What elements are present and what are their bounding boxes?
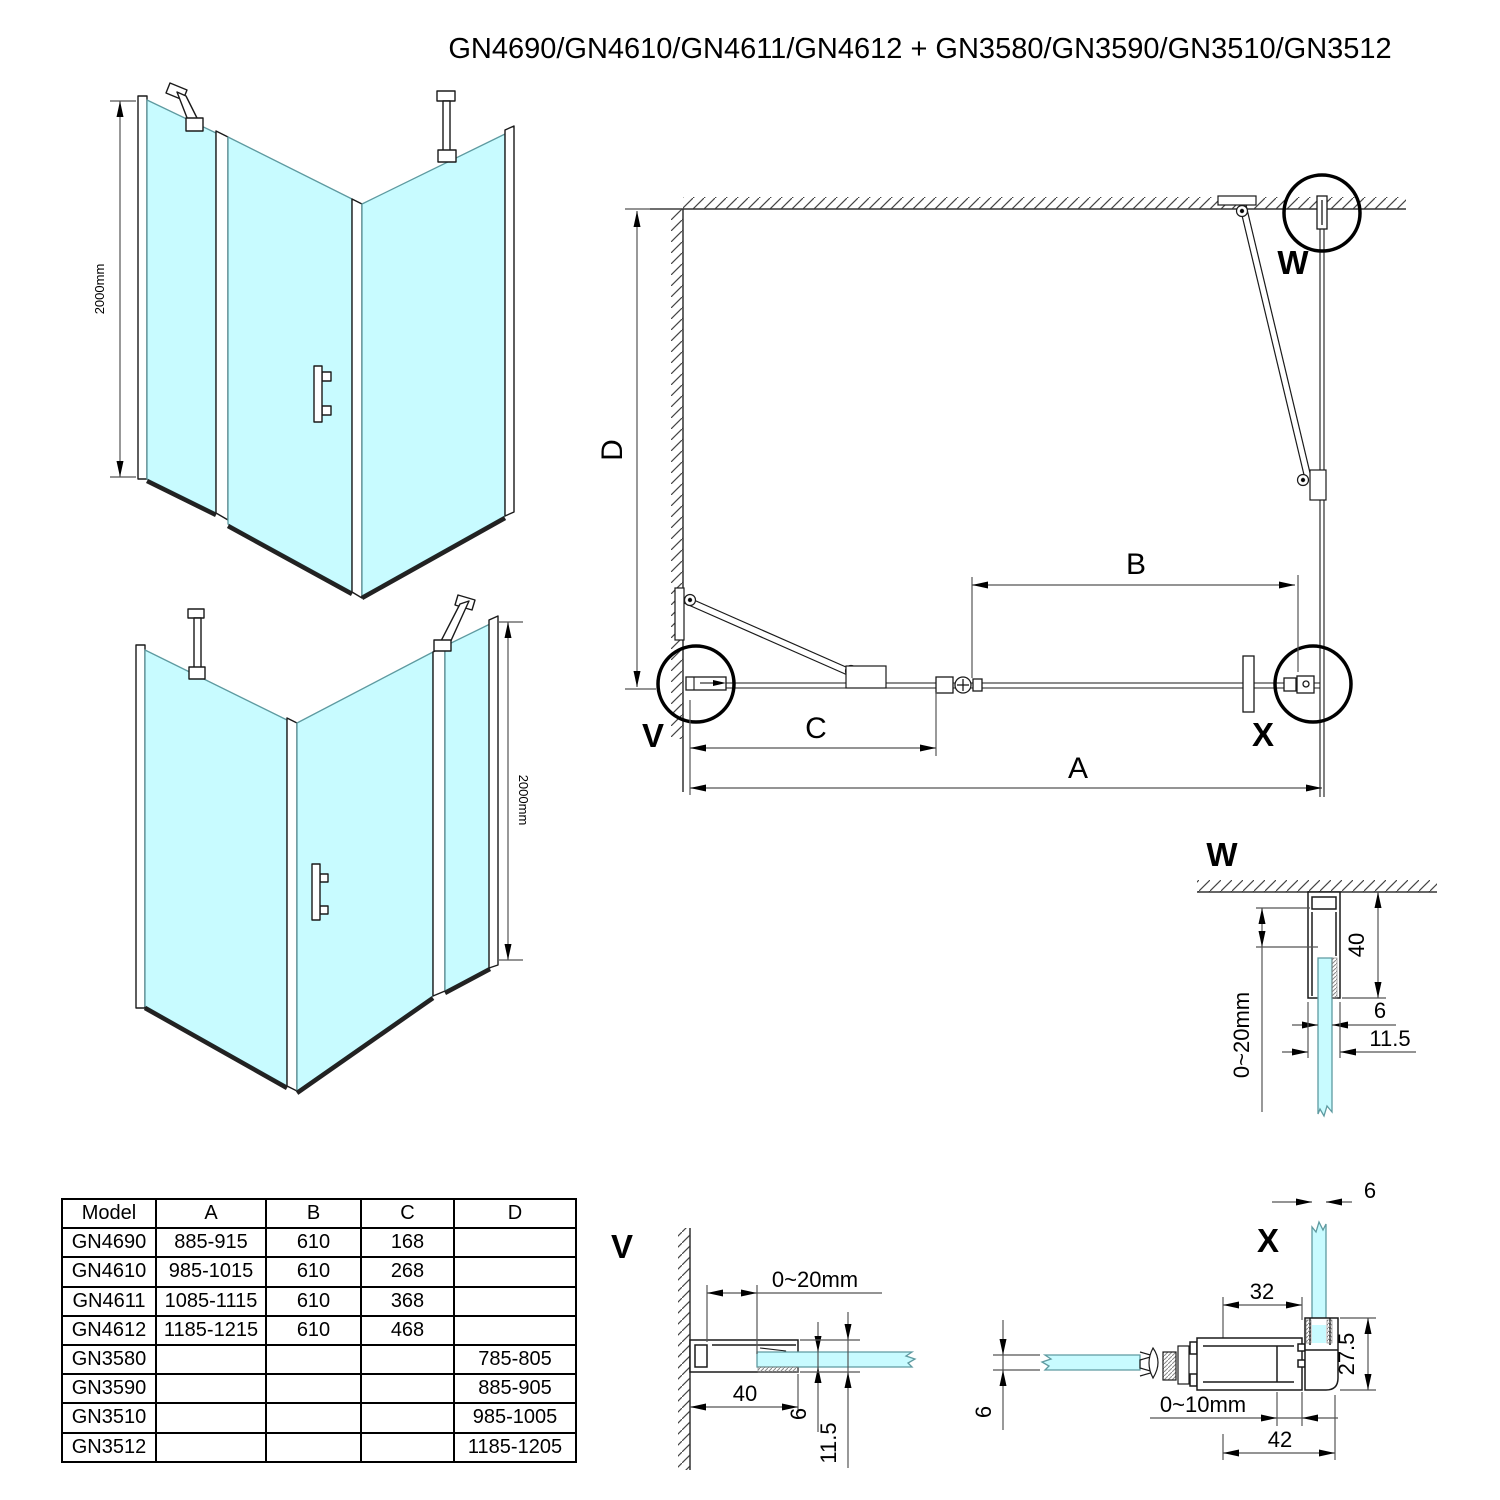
cell-b: 610	[266, 1257, 361, 1286]
plan-support-bar-left	[675, 588, 886, 688]
cell-model: GN4612	[62, 1316, 156, 1345]
cell-a: 885-915	[156, 1228, 266, 1257]
cell-model: GN3580	[62, 1345, 156, 1374]
cell-b	[266, 1433, 361, 1462]
cell-b	[266, 1374, 361, 1403]
detail-v-glass	[757, 1352, 915, 1367]
detail-x-dim-glass-top-label: 6	[1363, 1178, 1377, 1203]
cell-d: 1185-1205	[454, 1433, 576, 1462]
spec-table	[61, 1198, 577, 1463]
cell-c	[361, 1403, 454, 1432]
detail-x-seal	[1140, 1346, 1189, 1384]
iso1-corner-post	[352, 199, 362, 598]
table-header-a: A	[156, 1199, 266, 1228]
detail-v-dim-glass-label: 6	[786, 1407, 811, 1421]
cell-d	[454, 1316, 576, 1345]
iso2-wall-profile	[489, 616, 498, 968]
table-row	[62, 1287, 576, 1316]
cell-a	[156, 1345, 266, 1374]
cell-a: 1085-1115	[156, 1287, 266, 1316]
iso2-hinge-profile	[433, 646, 445, 996]
cell-c: 168	[361, 1228, 454, 1257]
detail-v-dim-gap-label: 0~20mm	[771, 1267, 859, 1292]
cell-model: GN3512	[62, 1433, 156, 1462]
table-row	[62, 1433, 576, 1462]
detail-w-ceiling-hatch	[1197, 880, 1437, 892]
plan-dim-a-label: A	[1067, 752, 1089, 785]
cell-model: GN4690	[62, 1228, 156, 1257]
cell-a	[156, 1374, 266, 1403]
detail-x	[971, 1178, 1376, 1460]
table-header-d: D	[454, 1199, 576, 1228]
plan-dim-d-label: D	[596, 439, 629, 461]
iso2-fixed-panel-glass	[445, 624, 490, 991]
cell-model: GN4610	[62, 1257, 156, 1286]
iso-view-front-right	[136, 595, 531, 1093]
iso1-fixed-panel-glass	[147, 100, 216, 513]
iso1-door-glass	[228, 137, 352, 592]
cell-c	[361, 1374, 454, 1403]
cell-model: GN3510	[62, 1403, 156, 1432]
detail-x-door-glass	[1042, 1355, 1140, 1370]
plan-side-panel-glass	[1320, 213, 1324, 797]
cell-d	[454, 1257, 576, 1286]
cell-c: 368	[361, 1287, 454, 1316]
cell-c: 268	[361, 1257, 454, 1286]
plan-wall-profile-v	[686, 677, 726, 690]
table-row	[62, 1374, 576, 1403]
cell-b: 610	[266, 1316, 361, 1345]
table-row	[62, 1403, 576, 1432]
detail-w-gasket	[1332, 958, 1337, 998]
cell-d	[454, 1228, 576, 1257]
cell-a: 1185-1215	[156, 1316, 266, 1345]
model-dimensions-table	[61, 1198, 577, 1463]
iso1-height-label: 2000mm	[92, 263, 107, 315]
iso1-end-profile	[505, 126, 514, 516]
detail-v-dim-depth-label: 40	[732, 1381, 758, 1406]
detail-v-gasket	[758, 1367, 798, 1372]
callout-label-w: W	[1277, 244, 1309, 281]
cell-b	[266, 1345, 361, 1374]
detail-w-dim-width-label: 11.5	[1369, 1026, 1411, 1051]
detail-x-dim-outer-label: 42	[1267, 1427, 1293, 1452]
plan-left-wall-hatch	[671, 209, 683, 739]
iso1-wall-profile	[138, 96, 147, 479]
detail-v-label: V	[610, 1228, 634, 1265]
plan-dim-c-label: C	[805, 712, 827, 745]
iso2-height-label: 2000mm	[516, 774, 531, 826]
iso1-height-dimension	[110, 101, 136, 477]
plan-hinge	[936, 677, 982, 693]
detail-x-dim-height-label: 27.5	[1334, 1332, 1359, 1376]
plan-front-glass	[688, 683, 1320, 688]
plan-dim-b-label: B	[1125, 548, 1147, 581]
cell-d: 885-905	[454, 1374, 576, 1403]
plan-wall-profile-w	[1317, 196, 1327, 229]
plan-support-bar-right	[1218, 196, 1326, 500]
detail-x-dim-inner-label: 32	[1249, 1279, 1275, 1304]
detail-w-dim-gap-label: 0~20mm	[1229, 991, 1254, 1079]
plan-top-wall-hatch	[683, 197, 1406, 209]
cell-a	[156, 1433, 266, 1462]
detail-v-wall-hatch	[678, 1228, 690, 1470]
table-header-model: Model	[62, 1199, 156, 1228]
table-row	[62, 1228, 576, 1257]
detail-x-dim-glass-left	[993, 1320, 1040, 1430]
iso2-support-bar-left	[188, 609, 205, 679]
cell-model: GN4611	[62, 1287, 156, 1316]
cell-c	[361, 1345, 454, 1374]
detail-x-dim-glass-left-label: 6	[971, 1405, 996, 1419]
callout-label-x: X	[1251, 716, 1275, 753]
table-row	[62, 1257, 576, 1286]
iso-view-front-left	[92, 83, 514, 598]
cell-c: 468	[361, 1316, 454, 1345]
page-title: GN4690/GN4610/GN4611/GN4612 + GN3580/GN3590/GN3510/GN3512	[448, 33, 1392, 65]
cell-model: GN3590	[62, 1374, 156, 1403]
cell-b: 610	[266, 1228, 361, 1257]
detail-v-dim-glass	[815, 1322, 822, 1432]
detail-x-dim-glass-top	[1272, 1199, 1352, 1206]
cell-b	[266, 1403, 361, 1432]
detail-x-glass-in-slot	[1312, 1325, 1326, 1343]
table-row	[62, 1316, 576, 1345]
table-header-row	[62, 1199, 576, 1228]
cell-d	[454, 1287, 576, 1316]
cell-a: 985-1015	[156, 1257, 266, 1286]
plan-dim-a	[690, 785, 1322, 792]
plan-view	[596, 175, 1406, 797]
detail-w	[1197, 836, 1437, 1116]
table-row	[62, 1345, 576, 1374]
detail-x-door-profile	[1190, 1338, 1302, 1390]
cell-d: 985-1005	[454, 1403, 576, 1432]
cell-c	[361, 1433, 454, 1462]
detail-v	[611, 1228, 915, 1470]
detail-v-dim-width-label: 11.5	[816, 1422, 841, 1464]
iso1-support-bar-right	[437, 91, 456, 162]
detail-w-glass	[1318, 958, 1332, 1116]
iso2-corner-post	[287, 718, 297, 1091]
cell-b: 610	[266, 1287, 361, 1316]
detail-w-dim-depth-label: 40	[1344, 932, 1369, 958]
detail-w-dim-glass-label: 6	[1373, 998, 1387, 1023]
table-header-c: C	[361, 1199, 454, 1228]
iso2-end-profile	[136, 645, 145, 1008]
detail-w-label: W	[1206, 836, 1238, 873]
cell-d: 785-805	[454, 1345, 576, 1374]
iso1-hinge-profile	[216, 131, 228, 520]
table-header-b: B	[266, 1199, 361, 1228]
callout-label-v: V	[641, 717, 665, 754]
detail-x-label: X	[1256, 1222, 1280, 1259]
detail-x-dim-gap-label: 0~10mm	[1159, 1392, 1247, 1417]
cell-a	[156, 1403, 266, 1432]
iso1-side-panel-glass	[362, 134, 505, 596]
